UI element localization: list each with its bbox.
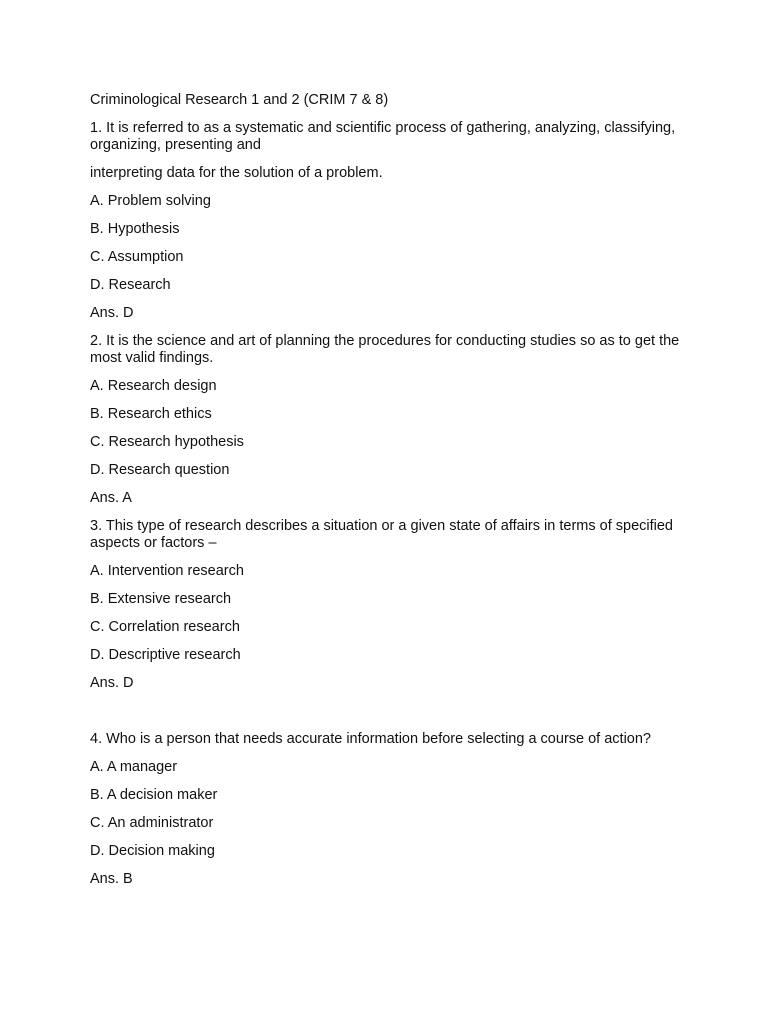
question-1-answer: Ans. D: [90, 305, 134, 321]
question-3-prompt: 3. This type of research describes a situation or a given state of affairs in terms of specified aspects or factors –: [90, 518, 673, 551]
question-4-option-a: A. A manager: [90, 759, 178, 775]
question-2-prompt: 2. It is the science and art of planning the procedures for conducting studies so as to get the most valid findings.: [90, 333, 680, 366]
question-2-option-d: D. Research question: [90, 462, 230, 478]
question-4-option-c: C. An administrator: [90, 815, 214, 831]
question-3-option-d: D. Descriptive research: [90, 647, 241, 663]
document-page: [90, 92, 690, 899]
question-2-option-a: A. Research design: [90, 378, 217, 394]
question-1-option-c: C. Assumption: [90, 249, 184, 265]
spacer: [90, 703, 690, 731]
document-title: Criminological Research 1 and 2 (CRIM 7 & 8): [90, 92, 389, 108]
question-2-option-b: B. Research ethics: [90, 406, 212, 422]
question-1-option-d: D. Research: [90, 277, 171, 293]
question-2-option-c: C. Research hypothesis: [90, 434, 244, 450]
question-3-answer: Ans. D: [90, 675, 134, 691]
question-3-option-b: B. Extensive research: [90, 591, 232, 607]
question-1-option-b: B. Hypothesis: [90, 221, 180, 237]
question-1-option-a: A. Problem solving: [90, 193, 211, 209]
question-4-answer: Ans. B: [90, 871, 133, 887]
question-4-option-b: B. A decision maker: [90, 787, 218, 803]
question-1-continuation: interpreting data for the solution of a problem.: [90, 165, 383, 181]
question-4-option-d: D. Decision making: [90, 843, 215, 859]
question-1-prompt: 1. It is referred to as a systematic and scientific process of gathering, analyzing, classifying, organizing, presenting and: [90, 120, 676, 153]
question-4-prompt: 4. Who is a person that needs accurate information before selecting a course of action?: [90, 731, 651, 747]
question-3-option-c: C. Correlation research: [90, 619, 240, 635]
question-3-option-a: A. Intervention research: [90, 563, 244, 579]
question-2-answer: Ans. A: [90, 490, 132, 506]
